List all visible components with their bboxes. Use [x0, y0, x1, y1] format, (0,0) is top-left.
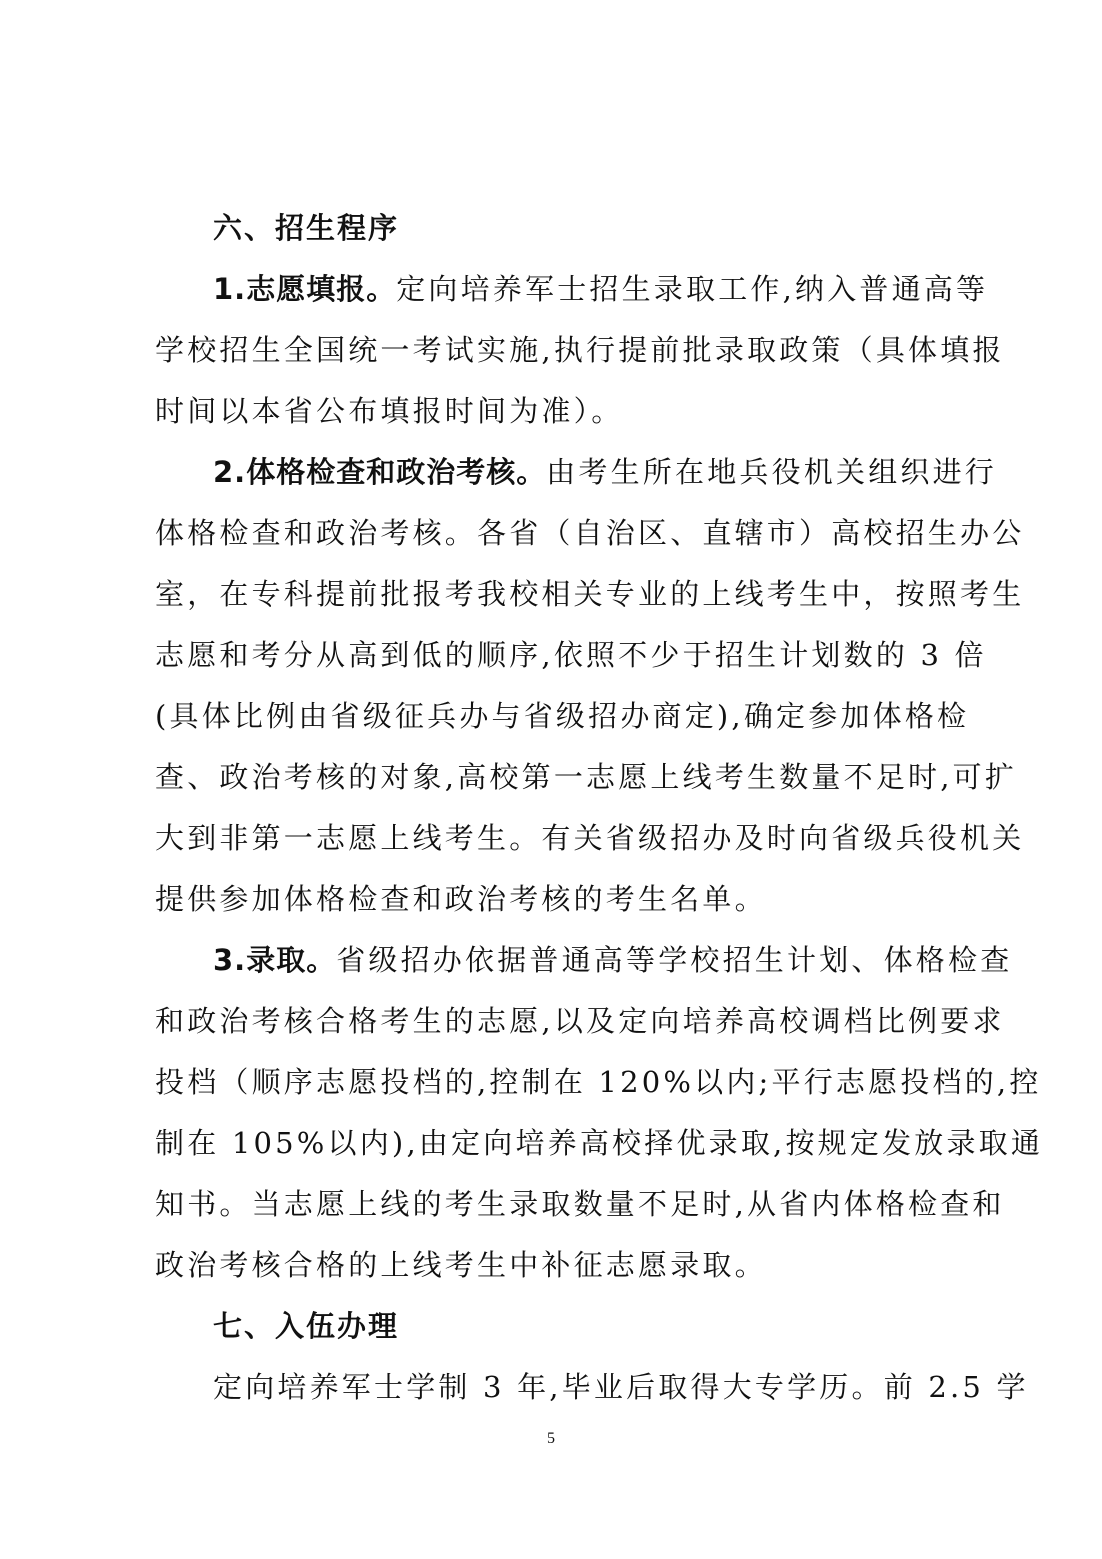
paragraph-line: 时间以本省公布填报时间为准）。 [155, 394, 624, 428]
paragraph-line: (具体比例由省级征兵办与省级招办商定),确定参加体格检 [155, 699, 970, 733]
paragraph-line: 3.录取。省级招办依据普通高等学校招生计划、体格检查 [213, 943, 1013, 977]
paragraph-line: 定向培养军士学制 3 年,毕业后取得大专学历。前 2.5 学 [213, 1370, 1029, 1404]
paragraph-line: 政治考核合格的上线考生中补征志愿录取。 [155, 1248, 767, 1282]
paragraph-line: 体格检查和政治考核。各省（自治区、直辖市）高校招生办公 [155, 516, 1025, 550]
section-heading-enrollment-procedure: 六、招生程序 [213, 211, 400, 245]
paragraph-line: 查、政治考核的对象,高校第一志愿上线考生数量不足时,可扩 [155, 760, 1018, 794]
item-label-application: 1.志愿填报。 [213, 272, 397, 306]
paragraph-line: 2.体格检查和政治考核。由考生所在地兵役机关组织进行 [213, 455, 998, 489]
page-number: 5 [547, 1430, 555, 1447]
item-label-admission: 3.录取。 [213, 943, 337, 977]
paragraph-line: 大到非第一志愿上线考生。有关省级招办及时向省级兵役机关 [155, 821, 1025, 855]
item-label-physical-political-check: 2.体格检查和政治考核。 [213, 455, 547, 489]
paragraph-line: 和政治考核合格考生的志愿,以及定向培养高校调档比例要求 [155, 1004, 1005, 1038]
paragraph-line: 1.志愿填报。定向培养军士招生录取工作,纳入普通高等 [213, 272, 989, 306]
paragraph-line: 室，在专科提前批报考我校相关专业的上线考生中，按照考生 [155, 577, 1025, 611]
paragraph-line: 提供参加体格检查和政治考核的考生名单。 [155, 882, 767, 916]
paragraph-line: 学校招生全国统一考试实施,执行提前批录取政策（具体填报 [155, 333, 1005, 367]
paragraph-line: 制在 105%以内),由定向培养高校择优录取,按规定发放录取通 [155, 1126, 1044, 1160]
paragraph-line: 知书。当志愿上线的考生录取数量不足时,从省内体格检查和 [155, 1187, 1005, 1221]
section-heading-enlistment: 七、入伍办理 [213, 1309, 400, 1343]
paragraph-line: 投档（顺序志愿投档的,控制在 120%以内;平行志愿投档的,控 [155, 1065, 1042, 1099]
paragraph-line: 志愿和考分从高到低的顺序,依照不少于招生计划数的 3 倍 [155, 638, 987, 672]
